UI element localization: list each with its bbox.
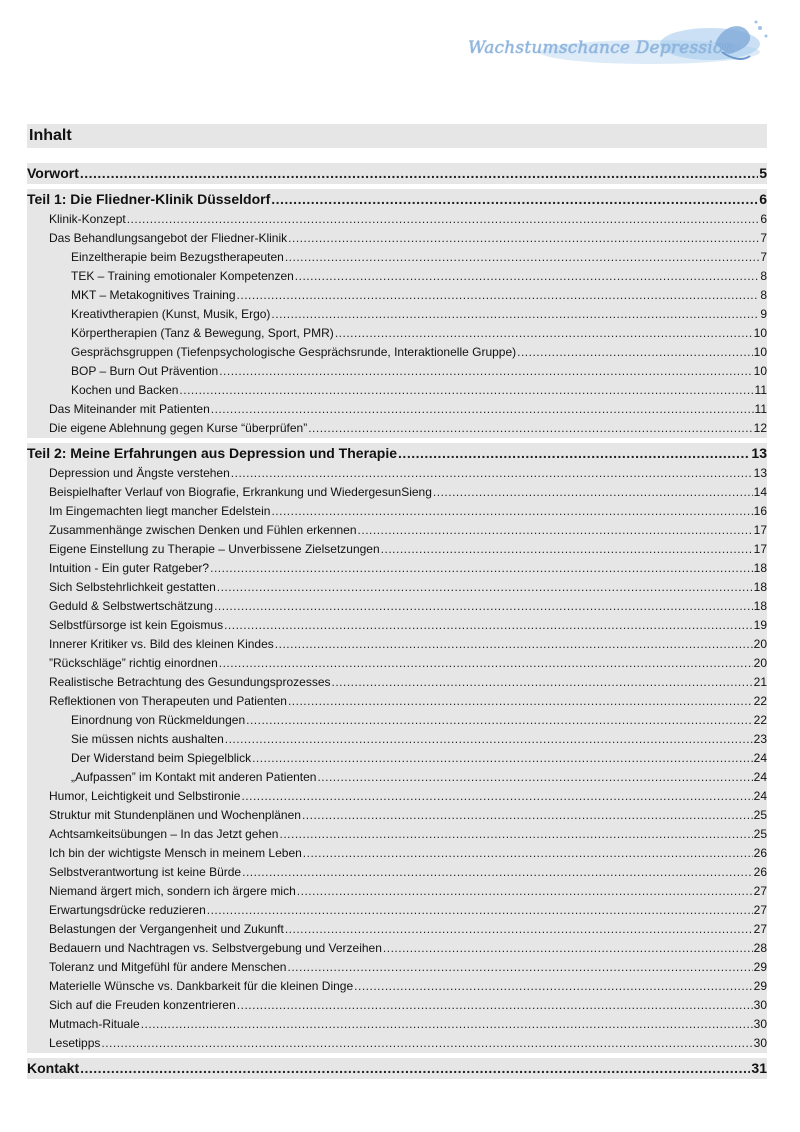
toc-dot-leader: [381, 540, 753, 559]
toc-dot-leader: [354, 977, 752, 996]
toc-entry-title: Realistische Betrachtung des Gesundungsprozesses: [49, 675, 331, 689]
toc-chapter-entry[interactable]: [27, 464, 767, 483]
toc-entry-title: Klinik-Konzept: [49, 212, 126, 226]
toc-page-number: 7: [760, 231, 767, 245]
toc-page-number: 19: [753, 618, 767, 632]
toc-chapter-entry[interactable]: [27, 939, 767, 958]
toc-entry-title: Sich Selbstehrlichkeit gestatten: [49, 580, 216, 594]
toc-entry-title: Einordnung von Rückmeldungen: [71, 713, 246, 727]
toc-entry-title: Kochen und Backen: [71, 383, 179, 397]
toc-page-number: 20: [753, 637, 767, 651]
toc-entry-title: Die eigene Ablehnung gegen Kurse “überprüfen”: [49, 421, 308, 435]
toc-dot-leader: [358, 521, 753, 540]
toc-entry-title: Reflektionen von Therapeuten und Patienten: [49, 694, 287, 708]
toc-entry-title: Ich bin der wichtigste Mensch in meinem Leben: [49, 846, 302, 860]
toc-chapter-entry[interactable]: [27, 863, 767, 882]
toc-entry-title: Sie müssen nichts aushalten: [71, 732, 224, 746]
toc-chapter-entry[interactable]: [27, 882, 767, 901]
toc-subchapter-entry[interactable]: [27, 362, 767, 381]
toc-subchapter-entry[interactable]: [27, 343, 767, 362]
toc-page-number: 12: [753, 421, 767, 435]
toc-entry-title: Humor, Leichtigkeit und Selbstironie: [49, 789, 241, 803]
toc-entry-title: Intuition - Ein guter Ratgeber?: [49, 561, 210, 575]
toc-page-number: 6: [759, 191, 767, 207]
toc-page-number: 24: [753, 789, 767, 803]
toc-entry-title: Selbstverantwortung ist keine Bürde: [49, 865, 242, 879]
toc-chapter-entry[interactable]: [27, 958, 767, 977]
toc-dot-leader: [80, 163, 758, 184]
toc-dot-leader: [217, 578, 753, 597]
toc-chapter-entry[interactable]: [27, 1015, 767, 1034]
toc-entry-title: Geduld & Selbstwertschätzung: [49, 599, 214, 613]
toc-chapter-entry[interactable]: [27, 419, 767, 438]
toc-dot-leader: [433, 483, 753, 502]
toc-dot-leader: [224, 616, 753, 635]
toc-entry-title: Kontakt: [27, 1060, 80, 1076]
toc-part-entry[interactable]: [27, 1058, 767, 1079]
toc-dot-leader: [285, 920, 753, 939]
toc-chapter-entry[interactable]: [27, 844, 767, 863]
toc-subchapter-entry[interactable]: [27, 248, 767, 267]
toc-page-number: 11: [754, 402, 767, 416]
toc-dot-leader: [207, 901, 753, 920]
toc-page-number: 18: [753, 580, 767, 594]
toc-dot-leader: [398, 443, 750, 464]
toc-dot-leader: [211, 400, 754, 419]
toc-page-number: 30: [753, 1036, 767, 1050]
toc-dot-leader: [241, 787, 752, 806]
toc-dot-leader: [127, 210, 760, 229]
toc-page-number: 8: [760, 269, 767, 283]
toc-entry-title: Im Eingemachten liegt mancher Edelstein: [49, 504, 271, 518]
toc-dot-leader: [271, 502, 752, 521]
toc-page-number: 29: [753, 979, 767, 993]
toc-dot-leader: [517, 343, 753, 362]
toc-chapter-entry[interactable]: [27, 806, 767, 825]
toc-entry-title: „Aufpassen” im Kontakt mit anderen Patienten: [71, 770, 317, 784]
toc-chapter-entry[interactable]: [27, 229, 767, 248]
toc-page-number: 22: [753, 713, 767, 727]
toc-chapter-entry[interactable]: [27, 597, 767, 616]
toc-entry-title: Innerer Kritiker vs. Bild des kleinen Kindes: [49, 637, 274, 651]
toc-page-number: 10: [753, 364, 767, 378]
toc-part-entry[interactable]: [27, 443, 767, 464]
toc-page-number: 16: [753, 504, 767, 518]
toc-page-number: 25: [753, 808, 767, 822]
toc-dot-leader: [295, 267, 760, 286]
toc-page-number: 24: [753, 751, 767, 765]
toc-entry-title: Materielle Wünsche vs. Dankbarkeit für die kleinen Dinge: [49, 979, 354, 993]
toc-entry-title: Beispielhafter Verlauf von Biografie, Erkrankung und WiedergesunSieng: [49, 485, 432, 499]
toc-subchapter-entry[interactable]: [27, 730, 767, 749]
toc-entry-title: Sich auf die Freuden konzentrieren: [49, 998, 236, 1012]
toc-page-number: 18: [753, 599, 767, 613]
toc-entry-title: Belastungen der Vergangenheit und Zukunft: [49, 922, 284, 936]
toc-page-number: 9: [760, 307, 767, 321]
toc-dot-leader: [308, 419, 752, 438]
toc-page-number: 29: [753, 960, 767, 974]
toc-subchapter-entry[interactable]: [27, 267, 767, 286]
toc-entry-title: ”Rückschläge” richtig einordnen: [49, 656, 218, 670]
toc-dot-leader: [288, 229, 759, 248]
toc-page-number: 23: [753, 732, 767, 746]
toc-chapter-entry[interactable]: [27, 1034, 767, 1053]
toc-page-number: 10: [753, 326, 767, 340]
toc-entry-title: Depression und Ängste verstehen: [49, 466, 230, 480]
toc-subchapter-entry[interactable]: [27, 711, 767, 730]
toc-dot-leader: [210, 559, 753, 578]
toc-page-number: 28: [753, 941, 767, 955]
toc-dot-leader: [141, 1015, 753, 1034]
toc-page-number: 27: [753, 922, 767, 936]
toc-entry-title: BOP – Burn Out Prävention: [71, 364, 219, 378]
toc-entry-title: Kreativtherapien (Kunst, Musik, Ergo): [71, 307, 271, 321]
toc-page-number: 30: [753, 998, 767, 1012]
toc-page-number: 30: [753, 1017, 767, 1031]
toc-page-number: 25: [753, 827, 767, 841]
toc-dot-leader: [287, 958, 752, 977]
toc-entry-title: Toleranz und Mitgefühl für andere Menschen: [49, 960, 287, 974]
toc-entry-title: Niemand ärgert mich, sondern ich ärgere mich: [49, 884, 296, 898]
toc-entry-title: Vorwort: [27, 165, 79, 181]
toc-page-number: 22: [753, 694, 767, 708]
toc-part-entry[interactable]: [27, 163, 767, 184]
toc-dot-leader: [271, 305, 759, 324]
toc-page-number: 24: [753, 770, 767, 784]
toc-part-entry[interactable]: [27, 189, 767, 210]
toc-page-number: 13: [751, 445, 767, 461]
toc-dot-leader: [214, 597, 753, 616]
toc-dot-leader: [80, 1058, 750, 1079]
toc-subchapter-entry[interactable]: [27, 324, 767, 343]
toc-chapter-entry[interactable]: [27, 400, 767, 419]
toc-dot-leader: [219, 362, 752, 381]
toc-chapter-entry[interactable]: [27, 559, 767, 578]
table-of-contents: [27, 163, 767, 1079]
toc-entry-title: Struktur mit Stundenplänen und Wochenplänen: [49, 808, 301, 822]
toc-chapter-entry[interactable]: [27, 616, 767, 635]
toc-chapter-entry[interactable]: [27, 920, 767, 939]
toc-entry-title: Das Miteinander mit Patienten: [49, 402, 210, 416]
toc-dot-leader: [252, 749, 753, 768]
toc-chapter-entry[interactable]: [27, 210, 767, 229]
toc-dot-leader: [271, 189, 758, 210]
toc-chapter-entry[interactable]: [27, 825, 767, 844]
toc-dot-leader: [303, 844, 753, 863]
toc-page-number: 10: [753, 345, 767, 359]
toc-dot-leader: [335, 324, 753, 343]
toc-page-number: 13: [753, 466, 767, 480]
toc-chapter-entry[interactable]: [27, 578, 767, 597]
toc-dot-leader: [237, 286, 760, 305]
toc-page-number: 17: [753, 523, 767, 537]
toc-page-number: 21: [753, 675, 767, 689]
toc-dot-leader: [219, 654, 753, 673]
toc-dot-leader: [275, 635, 753, 654]
toc-chapter-entry[interactable]: [27, 996, 767, 1015]
toc-heading: Inhalt: [27, 124, 767, 148]
toc-chapter-entry[interactable]: [27, 673, 767, 692]
toc-chapter-entry[interactable]: [27, 540, 767, 559]
toc-entry-title: Zusammenhänge zwischen Denken und Fühlen erkennen: [49, 523, 357, 537]
toc-chapter-entry[interactable]: [27, 521, 767, 540]
toc-entry-title: TEK – Training emotionaler Kompetenzen: [71, 269, 294, 283]
toc-page-number: 26: [753, 865, 767, 879]
toc-dot-leader: [231, 464, 753, 483]
toc-entry-title: Erwartungsdrücke reduzieren: [49, 903, 206, 917]
toc-entry-title: Teil 2: Meine Erfahrungen aus Depression und Therapie: [27, 445, 398, 461]
toc-dot-leader: [302, 806, 753, 825]
toc-entry-title: Gesprächsgruppen (Tiefenpsychologische Gesprächsrunde, Interaktionelle Gruppe): [71, 345, 517, 359]
toc-chapter-entry[interactable]: [27, 502, 767, 521]
toc-dot-leader: [225, 730, 753, 749]
toc-entry-title: Einzeltherapie beim Bezugstherapeuten: [71, 250, 284, 264]
toc-page-number: 11: [754, 383, 767, 397]
toc-dot-leader: [332, 673, 753, 692]
toc-entry-title: Achtsamkeitsübungen – In das Jetzt gehen: [49, 827, 279, 841]
toc-entry-title: Mutmach-Rituale: [49, 1017, 140, 1031]
toc-dot-leader: [279, 825, 752, 844]
toc-subchapter-entry[interactable]: [27, 381, 767, 400]
toc-page-number: 7: [760, 250, 767, 264]
toc-entry-title: Bedauern und Nachtragen vs. Selbstvergebung und Verzeihen: [49, 941, 382, 955]
toc-entry-title: Der Widerstand beim Spiegelblick: [71, 751, 252, 765]
toc-page-number: 17: [753, 542, 767, 556]
toc-dot-leader: [237, 996, 753, 1015]
toc-page-number: 18: [753, 561, 767, 575]
toc-entry-title: MKT – Metakognitives Training: [71, 288, 236, 302]
toc-page-number: 14: [753, 485, 767, 499]
toc-subchapter-entry[interactable]: [27, 305, 767, 324]
logo-text: Wachstumschance Depression: [468, 38, 735, 58]
toc-dot-leader: [317, 768, 752, 787]
toc-entry-title: Das Behandlungsangebot der Fliedner-Klinik: [49, 231, 288, 245]
toc-page-number: 8: [760, 288, 767, 302]
toc-subchapter-entry[interactable]: [27, 749, 767, 768]
toc-entry-title: Selbstfürsorge ist kein Egoismus: [49, 618, 224, 632]
toc-page-number: 26: [753, 846, 767, 860]
toc-page-number: 27: [753, 903, 767, 917]
toc-dot-leader: [285, 248, 760, 267]
toc-page-number: 31: [751, 1060, 767, 1076]
toc-page-number: 20: [753, 656, 767, 670]
toc-chapter-entry[interactable]: [27, 901, 767, 920]
toc-chapter-entry[interactable]: [27, 483, 767, 502]
toc-entry-title: Teil 1: Die Fliedner-Klinik Düsseldorf: [27, 191, 271, 207]
brand-logo: [460, 14, 780, 74]
toc-page-number: 6: [760, 212, 767, 226]
toc-page-number: 27: [753, 884, 767, 898]
toc-dot-leader: [179, 381, 753, 400]
toc-chapter-entry[interactable]: [27, 635, 767, 654]
toc-entry-title: Eigene Einstellung zu Therapie – Unverbissene Zielsetzungen: [49, 542, 380, 556]
toc-entry-title: Lesetipps: [49, 1036, 101, 1050]
toc-chapter-entry[interactable]: [27, 654, 767, 673]
toc-dot-leader: [246, 711, 753, 730]
toc-dot-leader: [242, 863, 753, 882]
toc-entry-title: Körpertherapien (Tanz & Bewegung, Sport, PMR): [71, 326, 334, 340]
toc-chapter-entry[interactable]: [27, 787, 767, 806]
toc-subchapter-entry[interactable]: [27, 286, 767, 305]
toc-dot-leader: [383, 939, 753, 958]
toc-chapter-entry[interactable]: [27, 692, 767, 711]
toc-chapter-entry[interactable]: [27, 977, 767, 996]
toc-subchapter-entry[interactable]: [27, 768, 767, 787]
toc-dot-leader: [288, 692, 753, 711]
toc-dot-leader: [297, 882, 753, 901]
toc-page-number: 5: [759, 165, 767, 181]
toc-dot-leader: [101, 1034, 752, 1053]
